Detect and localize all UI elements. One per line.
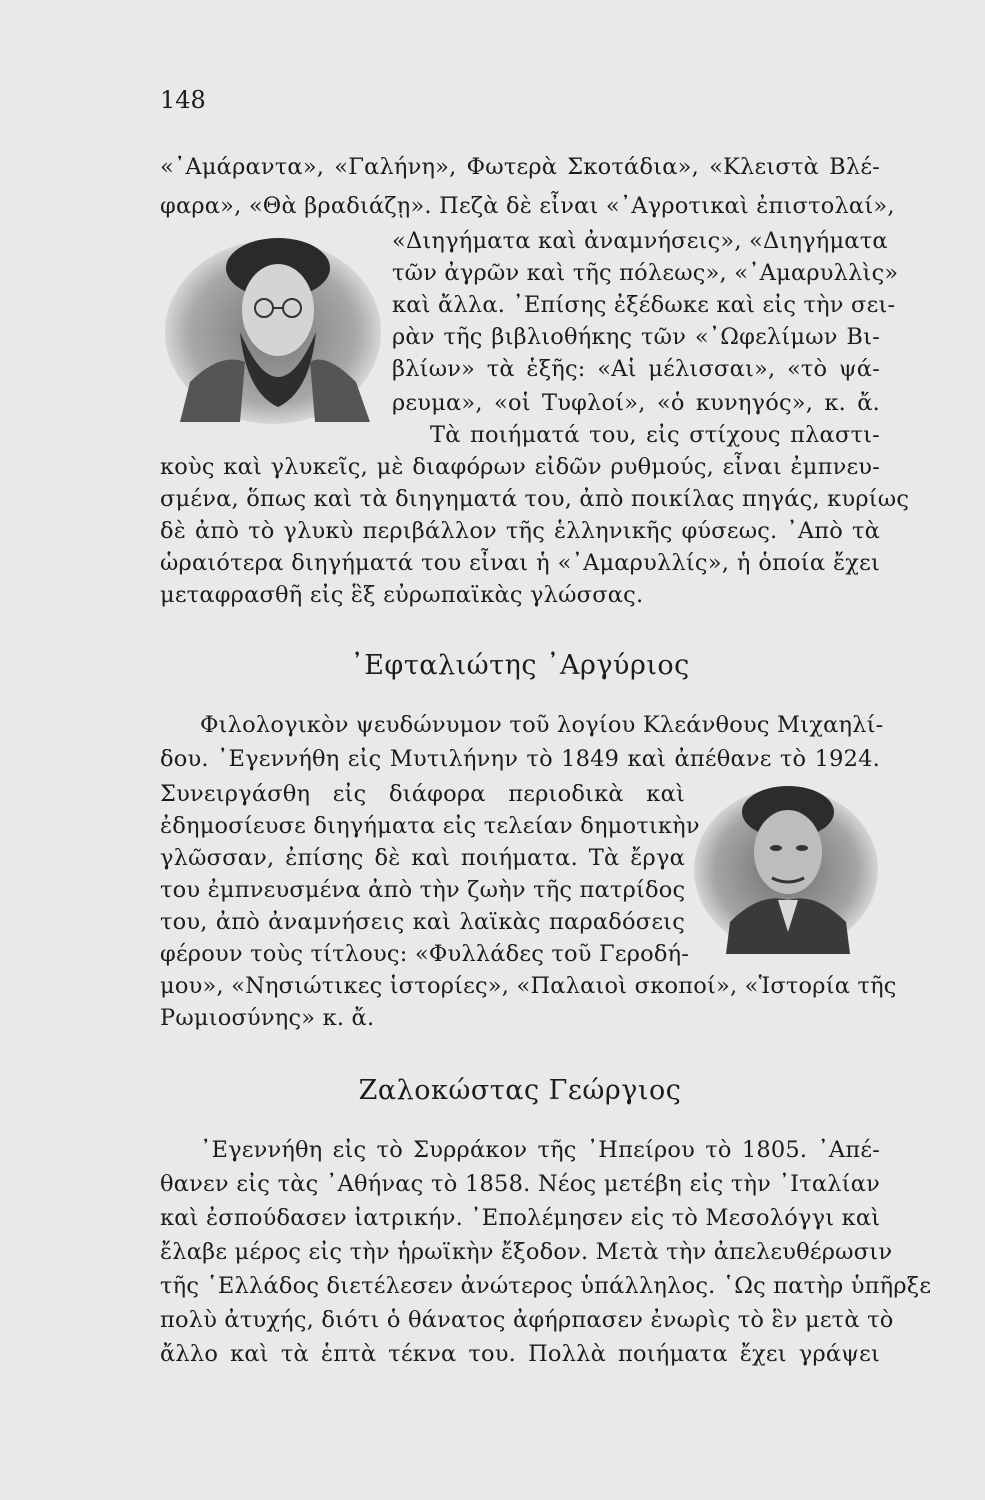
text-line: ἐδημοσίευσε διηγήματα εἰς τελείαν δημοτικὴν (160, 813, 700, 839)
text-line: τῆς ῾Ελλάδος διετέλεσεν ἀνώτερος ὑπάλληλος. ῾Ως πατὴρ ὑπῆρξε (160, 1273, 932, 1299)
text-line: ᾿Εγεννήθη εἰς τὸ Συρράκον τῆς ᾿Ηπείρου τὸ 1805. ᾿Απέ- (200, 1137, 880, 1163)
text-line: καὶ ἐσπούδασεν ἰατρικήν. ᾿Επολέμησεν εἰς τὸ Μεσολόγγι καὶ (160, 1205, 881, 1231)
text-line: δὲ ἀπὸ τὸ γλυκὺ περιβάλλον τῆς ἑλληνικῆς φύσεως. ᾿Απὸ τὰ (160, 518, 880, 544)
section-title-eftaliotis: ᾿Εφταλιώτης ᾿Αργύριος (350, 650, 690, 681)
text-line: κοὺς καὶ γλυκεῖς, μὲ διαφόρων εἰδῶν ρυθμούς, εἶναι ἐμπνευ- (160, 454, 880, 480)
text-line: πολὺ ἀτυχής, διότι ὁ θάνατος ἀφήρπασεν ἐνωρὶς τὸ ἓν μετὰ τὸ (160, 1307, 894, 1333)
text-line: ρὰν τῆς βιβλιοθήκης τῶν «᾿Ωφελίμων Βι- (392, 324, 880, 350)
text-line: ρευμα», «οἱ Τυφλοί», «ὁ κυνηγός», κ. ἄ. (392, 390, 880, 416)
page-number: 148 (160, 86, 206, 114)
text-line: «᾿Αμάραντα», «Γαλήνη», Φωτερὰ Σκοτάδια», «Κλειστὰ Βλέ- (160, 154, 880, 180)
text-line: ἔλαβε μέρος εἰς τὴν ἡρωϊκὴν ἔξοδον. Μετὰ τὴν ἀπελευθέρωσιν (160, 1239, 893, 1265)
section-title-zalokostas: Ζαλοκώστας Γεώργιος (358, 1075, 682, 1106)
text-line: φαρα», «Θὰ βραδιάζῃ». Πεζὰ δὲ εἶναι «᾿Αγροτικαὶ ἐπιστολαί», (160, 193, 895, 219)
text-line: μου», «Νησιώτικες ἱστορίες», «Παλαιοὶ σκοποί», «Ἱστορία τῆς (160, 973, 897, 999)
portrait-photo-2 (690, 782, 882, 954)
text-line: θανεν εἰς τὰς ᾿Αθήνας τὸ 1858. Νέος μετέβη εἰς τὴν ᾿Ιταλίαν (160, 1171, 880, 1197)
text-line: βλίων» τὰ ἑξῆς: «Αἱ μέλισσαι», «τὸ ψά- (392, 356, 880, 382)
text-line: δου. ᾿Εγεννήθη εἰς Μυτιλήνην τὸ 1849 καὶ ἀπέθανε τὸ 1924. (160, 746, 880, 772)
text-line: του ἐμπνευσμένα ἀπὸ τὴν ζωὴν τῆς πατρίδος (160, 877, 686, 903)
text-line: ἄλλο καὶ τὰ ἑπτὰ τέκνα του. Πολλὰ ποιήματα ἔχει γράψει (160, 1341, 880, 1367)
text-line: φέρουν τοὺς τίτλους: «Φυλλάδες τοῦ Γεροδή- (160, 941, 690, 967)
text-line: του, ἀπὸ ἀναμνήσεις καὶ λαϊκὰς παραδόσεις (160, 909, 685, 935)
text-line: σμένα, ὅπως καὶ τὰ διηγηματά του, ἀπὸ ποικίλας πηγάς, κυρίως (160, 486, 910, 512)
text-line: γλῶσσαν, ἐπίσης δὲ καὶ ποιήματα. Τὰ ἔργα (160, 845, 685, 871)
text-line: «Διηγήματα καὶ ἀναμνήσεις», «Διηγήματα (392, 228, 888, 254)
text-line: Φιλολογικὸν ψευδώνυμον τοῦ λογίου Κλεάνθους Μιχαηλί- (200, 712, 884, 738)
text-line: ὡραιότερα διηγήματά του εἶναι ἡ «᾿Αμαρυλλίς», ἡ ὁποία ἔχει (160, 550, 880, 576)
text-line: Συνειργάσθη εἰς διάφορα περιοδικὰ καὶ (160, 781, 685, 807)
text-line: μεταφρασθῆ εἰς ἓξ εὐρωπαϊκὰς γλώσσας. (160, 582, 644, 608)
text-line: καὶ ἄλλα. ᾿Επίσης ἐξέδωκε καὶ εἰς τὴν σει- (392, 292, 896, 318)
text-line: Ρωμιοσύνης» κ. ἄ. (160, 1005, 375, 1031)
text-line: τῶν ἀγρῶν καὶ τῆς πόλεως», «᾿Αμαρυλλὶς» (392, 260, 899, 286)
text-line: Τὰ ποιήματά του, εἰς στίχους πλαστι- (430, 422, 880, 448)
portrait-photo-1 (160, 232, 386, 428)
